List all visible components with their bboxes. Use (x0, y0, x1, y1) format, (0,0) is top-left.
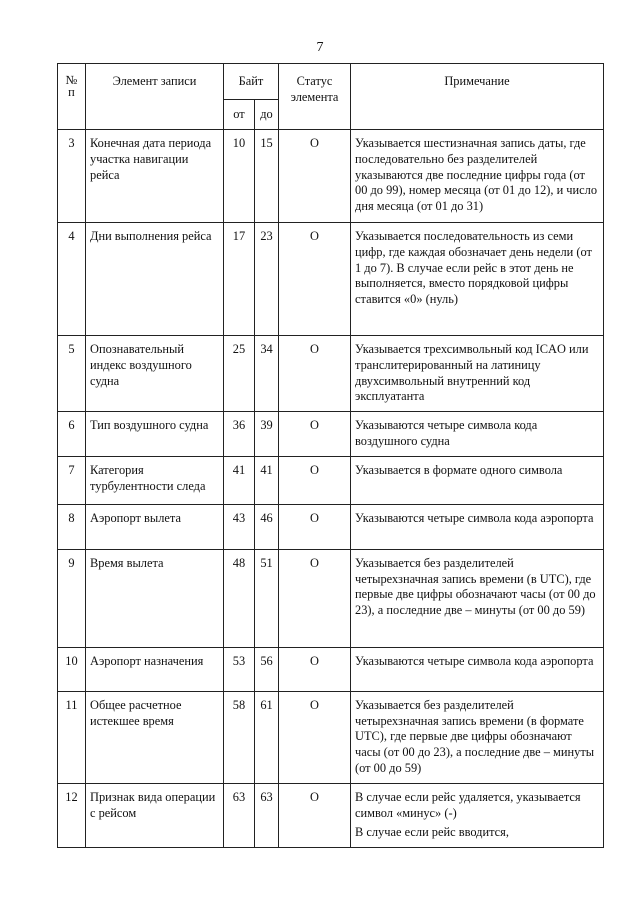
row-num: 10 (58, 647, 86, 691)
row-status: O (279, 549, 351, 647)
row-element-name: Признак вида операции с рейсом (86, 783, 224, 847)
row-byte-from: 63 (224, 783, 255, 847)
table-row (58, 130, 604, 223)
row-note-text: Указываются четыре символа кода аэропорта (355, 653, 594, 668)
row-element-name: Категория турбулентности следа (86, 456, 224, 504)
col-header-from: от (224, 100, 255, 130)
row-byte-from: 17 (224, 223, 255, 336)
row-element-name: Тип воздушного судна (86, 412, 224, 457)
row-status: O (279, 336, 351, 412)
row-byte-from: 10 (224, 130, 255, 223)
row-num: 7 (58, 456, 86, 504)
row-note-text: Указывается без разделителей четырехзначная запись времени (в формате UTC), где первые две цифры обозначают часы (от 00 до 23), а последние две – минуты (от 00 до 59) (355, 697, 595, 775)
row-status: O (279, 130, 351, 223)
row-byte-from: 53 (224, 647, 255, 691)
row-num: 5 (58, 336, 86, 412)
row-element-name: Время вылета (86, 549, 224, 647)
row-byte-to: 51 (255, 549, 279, 647)
row-note (351, 783, 604, 847)
row-note (351, 456, 604, 504)
row-byte-to: 61 (255, 691, 279, 783)
table-row (58, 691, 604, 783)
row-byte-to: 41 (255, 456, 279, 504)
table-row (58, 647, 604, 691)
row-note (351, 130, 604, 223)
row-note-text: Указывается последовательность из семи цифр, где каждая обозначает день недели (от 1 до 7). В случае если рейс в этот день не выполняется, вместо порядковой цифры ставится «0» (нуль) (355, 229, 592, 307)
col-header-note: Примечание (351, 64, 604, 130)
row-status: O (279, 783, 351, 847)
row-note (351, 504, 604, 549)
row-status: O (279, 504, 351, 549)
table-row (58, 783, 604, 847)
row-note (351, 223, 604, 336)
row-note-text: Указывается в формате одного символа (355, 462, 563, 477)
table-row (58, 456, 604, 504)
row-byte-from: 25 (224, 336, 255, 412)
row-byte-from: 36 (224, 412, 255, 457)
row-element-name: Аэропорт назначения (86, 647, 224, 691)
row-note (351, 412, 604, 457)
row-element-name: Опознавательный индекс воздушного судна (86, 336, 224, 412)
table-row (58, 336, 604, 412)
row-byte-to: 63 (255, 783, 279, 847)
row-byte-to: 23 (255, 223, 279, 336)
row-status: O (279, 412, 351, 457)
row-num: 6 (58, 412, 86, 457)
row-byte-to: 39 (255, 412, 279, 457)
row-note (351, 691, 604, 783)
col-header-status: Статус элемента (279, 64, 351, 130)
row-note-text: Указывается без разделителей четырехзначная запись времени (в UTC), где первые две цифры обозначают часы (от 00 до 23), а последние две – минуты (от 00 до 59) (355, 555, 596, 618)
table-row (58, 504, 604, 549)
table-row (58, 223, 604, 336)
row-byte-to: 15 (255, 130, 279, 223)
page-number: 7 (316, 40, 324, 55)
row-note-text-continued: В случае если рейс вводится, (355, 825, 509, 840)
row-note-text: В случае если рейс удаляется, указывается символ «минус» (-) (355, 789, 581, 820)
row-byte-from: 48 (224, 549, 255, 647)
col-header-num: № п (58, 64, 86, 130)
row-status: O (279, 223, 351, 336)
row-byte-to: 46 (255, 504, 279, 549)
row-element-name: Конечная дата периода участка навигации рейса (86, 130, 224, 223)
row-num: 8 (58, 504, 86, 549)
row-note-text: Указываются четыре символа кода аэропорта (355, 510, 594, 525)
row-note-text: Указывается трехсимвольный код ICAO или транслитерированный на латиницу двухсимвольный внутренний код эксплуатанта (355, 342, 589, 404)
col-header-element: Элемент записи (86, 64, 224, 130)
row-note (351, 336, 604, 412)
table-row (58, 412, 604, 457)
col-header-to: до (255, 100, 279, 130)
row-status: O (279, 647, 351, 691)
row-note-text: Указывается шестизначная запись даты, где последовательно без разделителей указываются две последние цифры года (от 00 до 99), номер месяца (от 01 до 12), и число дня месяца (от 01 до 31) (355, 136, 598, 214)
row-element-name: Аэропорт вылета (86, 504, 224, 549)
row-note-text: Указываются четыре символа кода воздушного судна (355, 418, 538, 448)
row-num: 12 (58, 783, 86, 847)
row-note (351, 647, 604, 691)
row-num: 4 (58, 223, 86, 336)
table-row (58, 549, 604, 647)
row-num: 3 (58, 130, 86, 223)
row-num: 9 (58, 549, 86, 647)
row-num: 11 (58, 691, 86, 783)
row-byte-from: 41 (224, 456, 255, 504)
row-note (351, 549, 604, 647)
row-element-name: Общее расчетное истекшее время (86, 691, 224, 783)
row-byte-from: 43 (224, 504, 255, 549)
row-status: O (279, 456, 351, 504)
row-byte-to: 56 (255, 647, 279, 691)
row-byte-to: 34 (255, 336, 279, 412)
row-status: O (279, 691, 351, 783)
row-byte-from: 58 (224, 691, 255, 783)
col-header-byte: Байт (224, 64, 279, 100)
record-elements-table (57, 63, 604, 848)
row-element-name: Дни выполнения рейса (86, 223, 224, 336)
